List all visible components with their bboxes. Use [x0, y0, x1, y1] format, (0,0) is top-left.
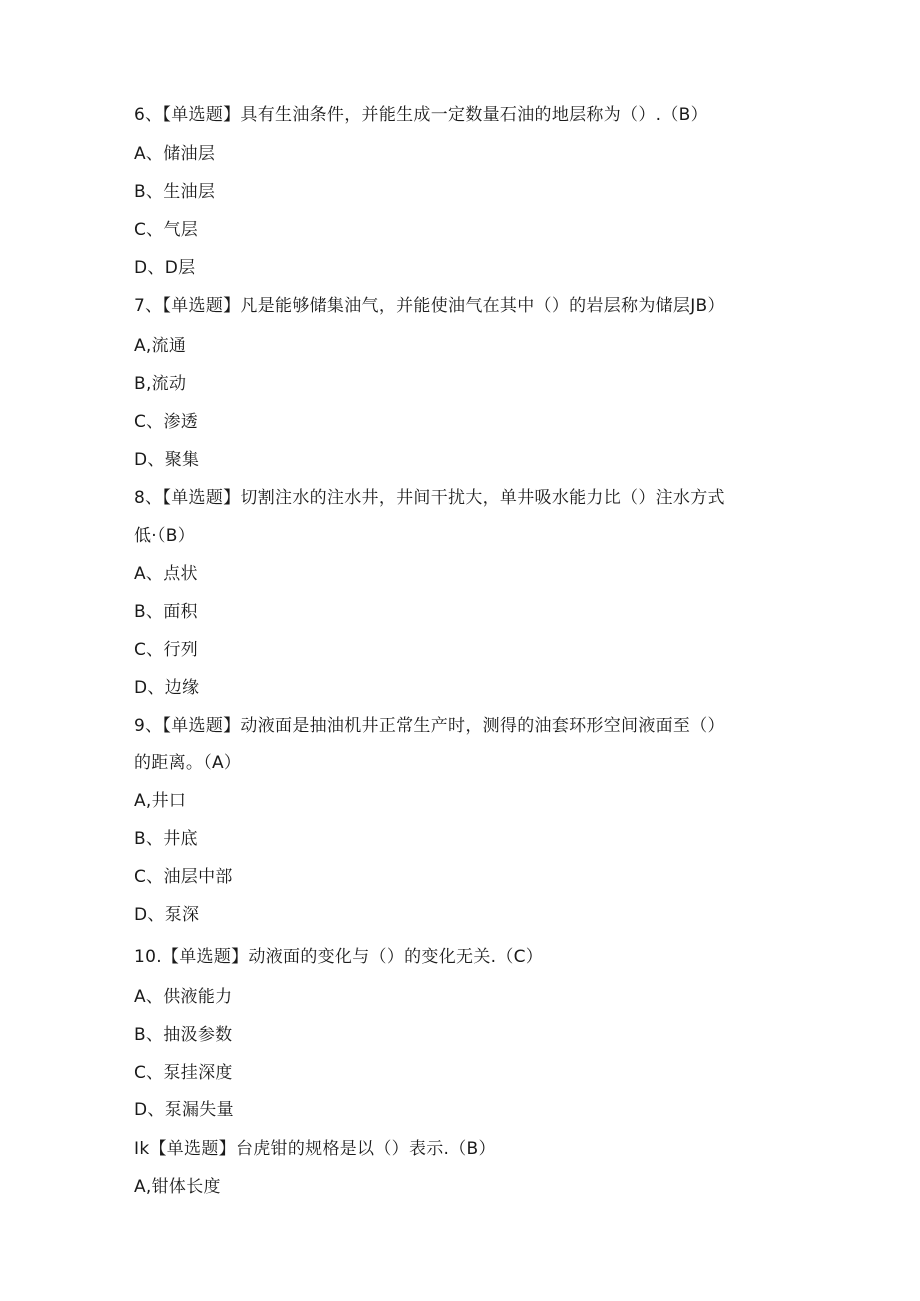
question-7-option-b: B,流动 [134, 374, 187, 394]
question-10-option-b: B、抽汲参数 [134, 1025, 233, 1045]
question-6-stem: 6、【单选题】具有生油条件，并能生成一定数量石油的地层称为（）.（B） [134, 105, 708, 125]
question-6-option-d: D、D层 [134, 258, 196, 278]
question-9-option-d: D、泵深 [134, 905, 200, 925]
question-8-option-d: D、边缘 [134, 678, 200, 698]
question-10-option-c: C、泵挂深度 [134, 1063, 233, 1083]
question-9-stem-line-1: 9、【单选题】动液面是抽油机井正常生产时，测得的油套环形空间液面至（） [134, 716, 725, 736]
question-10-stem: 10.【单选题】动液面的变化与（）的变化无关.（C） [134, 947, 544, 967]
question-10-option-d: D、泵漏失量 [134, 1100, 234, 1120]
question-8-option-b: B、面积 [134, 602, 198, 622]
question-6-option-b: B、生油层 [134, 182, 216, 202]
question-9-stem-line-2: 的距离。（A） [134, 753, 242, 773]
question-7-option-c: C、渗透 [134, 412, 199, 432]
question-8-option-c: C、行列 [134, 640, 199, 660]
question-8-option-a: A、点状 [134, 564, 198, 584]
question-7-stem: 7、【单选题】凡是能够储集油气，并能使油气在其中（）的岩层称为储层JB） [134, 296, 725, 316]
question-11-option-a: A,钳体长度 [134, 1177, 221, 1197]
question-6-option-a: A、储油层 [134, 144, 216, 164]
question-6-option-c: C、气层 [134, 220, 199, 240]
question-10-option-a: A、供液能力 [134, 987, 233, 1007]
question-9-option-c: C、油层中部 [134, 867, 233, 887]
question-9-option-a: A,井口 [134, 791, 187, 811]
question-8-stem-line-2: 低·（B） [134, 526, 196, 546]
question-11-stem: Ik【单选题】台虎钳的规格是以（）表示.（B） [134, 1139, 496, 1159]
question-7-option-a: A,流通 [134, 336, 187, 356]
question-9-option-b: B、井底 [134, 829, 198, 849]
question-8-stem-line-1: 8、【单选题】切割注水的注水井，井间干扰大，单井吸水能力比（）注水方式 [134, 488, 725, 508]
question-7-option-d: D、聚集 [134, 450, 200, 470]
